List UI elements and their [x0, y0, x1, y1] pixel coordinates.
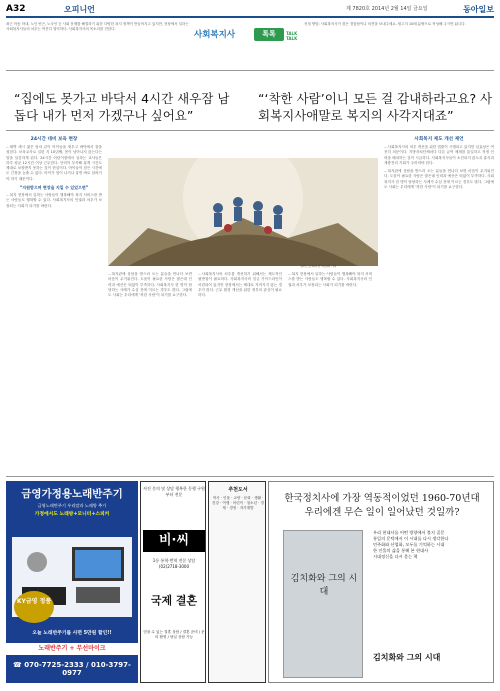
ad-logo: 비·씨 — [143, 530, 205, 552]
book-cover — [283, 530, 363, 678]
description-line: 민주화와 산업화, 모두를 기억하는 시대 — [373, 542, 445, 547]
body-text: …복지관에 상담을 받으러 오는 분들을 만나다 보면 마음이 무거워진다. 도움이 필요한 사람은 많은데 인력과 예산은 턱없이 부족하다. 사회복지사 한 명이 담당하는 사례가 수십 건에 이르는 경우도 많다. 그럼에도 사회는 우리에게 '착한 사람'이 되기를 요구한다. — [108, 272, 192, 298]
ad-subtitle: 우리에겐 무슨 일이 일어났던 것일까? — [304, 507, 460, 518]
lede-left: 최근 아동 학대, 노인 빈곤, 노숙인 등 사회 문제를 해결하기 위한 다양한 복지 정책이 만들어지고 있지만, 현장에서 일하는 사회복지사들의 처우는 여전히 열악하다. 사회복지사의 목소리를 전한다. — [6, 22, 189, 32]
column-2 — [108, 272, 192, 472]
book-description — [373, 530, 489, 560]
headline-left: “집에도 못가고 바닥서 4시간 새우잠 남 돕다 내가 먼저 가겠구나 싶어요” — [14, 91, 230, 123]
banner-talk: TALK TALK — [286, 31, 298, 41]
book-ad[interactable] — [268, 481, 494, 683]
page-number: A32 — [6, 4, 26, 14]
ad-text: 믿을 수 있는 결혼 상담 / 결혼 준비 / 문의 환영 / 당일 상담 가능 — [143, 630, 205, 639]
body-text: …복지 현장에서 일하는 사람들이 행복해야 복지 서비스를 받는 사람들도 행복할 수 있다. 사회복지사의 인권과 처우가 보장되는 사회가 되기를 바란다. — [6, 193, 102, 208]
ad-title: 추천도서 — [228, 487, 248, 493]
ad-phone[interactable]: ☎ 070-7725-2333 / 010-3797-0977 — [13, 661, 131, 677]
marriage-ad[interactable] — [140, 481, 206, 683]
description-line: 우리 현대사를 어떤 방향에서 볼지 질문 — [373, 530, 445, 535]
ad-title: 국제 결혼 — [150, 594, 198, 607]
body-text: …복지 현장에서 일하는 사람들이 행복해야 복지 서비스를 받는 사람들도 행복할 수 있다. 사회복지사의 인권과 처우가 보장되는 사회가 되기를 바란다. — [288, 272, 372, 287]
column-5 — [384, 136, 494, 471]
body-text: …사회복지사의 처우를 개선하기 위해서는 제도적인 뒷받침이 필요하다. 사회복지사의 임금 가이드라인이 마련되어 있지만 현장에서는 제대로 지켜지지 않는 경우가 많다. 근무 환경 개선을 위한 정부의 관심이 필요하다. — [198, 272, 282, 298]
ad-text: 사진 문의 및 상담 행복한 동행 구원부터 전문 — [143, 486, 205, 526]
karaoke-ad[interactable] — [6, 481, 138, 683]
series-banner — [194, 28, 300, 48]
column-4 — [288, 272, 372, 472]
book-title: 김치화와 그의 시대 — [373, 652, 441, 662]
column-1 — [6, 136, 102, 471]
body-text: …복지관에 상담을 받으러 오는 분들을 만나다 보면 마음이 무거워진다. 도움이 필요한 사람은 많은데 인력과 예산은 턱없이 부족하다. 사회복지사 한 명이 담당하는 사례가 수십 건에 이르는 경우도 많다. 그럼에도 사회는 우리에게 '착한 사람'이 되기를 요구한다. — [384, 169, 494, 190]
column-3 — [198, 272, 282, 472]
column-heading: 24시간 대비 보육 현장 — [30, 137, 78, 142]
column-heading: 사회복지 제도 개선 제언 — [414, 137, 464, 142]
divider — [6, 70, 494, 71]
banner-tag: 톡톡 — [254, 28, 284, 41]
newspaper-logo: 동아일보 — [463, 5, 494, 14]
ad-bar: 노래반주기 + 무선마이크 — [6, 643, 138, 655]
listing-ad[interactable] — [208, 481, 266, 683]
book-cover-title: 김치화와 그의 시대 — [290, 574, 358, 597]
section-title: 오피니언 — [64, 5, 95, 14]
banner-title: 사회복지사 — [194, 30, 236, 40]
description-line: 한 인물의 삶을 통해 본 현대사 — [373, 548, 429, 553]
masthead — [6, 4, 494, 18]
sub-heading: “지원받으며 현장을 지킬 수 있었으면” — [19, 185, 89, 191]
ad-subtitle: 금영노래반주기 우리말과 노래방 추가 — [37, 503, 107, 508]
divider — [6, 476, 494, 477]
photo-caption: 일러스트레이션 박초희 기자 — [300, 264, 337, 268]
headline-right: “‘착한 사람’이니 모든 걸 감내하라고요? 사회복지사애말로 복지의 사각지대죠” — [258, 91, 493, 123]
body-text: …사회복지사의 처우 개선을 위한 법률이 시행되고 있지만 실효성은 여전히 의문이다. 지방자치단체마다 다른 급여 체계를 통일하고 적정 인력을 배치하는 것이 시급하다. 사회복지사들이 소진되지 않도록 휴식과 재충전의 기회가 주어져야 한다. — [384, 145, 494, 165]
ad-list: 역사 · 인물 · 교양 · 문화 · 생활 · 건강 · 여행 · 어린이 · 청소년 · 경제 · 경영 · 자기계발 — [212, 496, 264, 510]
ad-promo: 오늘 노래반주기를 사면 5만원 할인!! — [32, 631, 112, 636]
description-line: 통일의 문턱에서 이 시대를 다시 생각한다 — [373, 536, 449, 541]
ad-badge: KY금영 정품 — [14, 591, 54, 623]
ad-subtitle: 가정에서도 노래방+모니터+스피커 — [34, 512, 110, 517]
lede-right: 신청 방법: 사회복지사가 겪은 경험담이나 의견을 보내주세요. 원고지 10매 분량으로 작성해 주시면 됩니다. — [304, 22, 466, 26]
body-text: …새벽 세시 젊은 엄마 같이 아이들을 재우고 바닥에서 잠을 청한다. 보육교사로 일한 지 10년째, 몸이 남아나지 않는다는 말을 실감하게 된다. 24시간 어린이집에서 일하는 교사들은 하루 평균 12시간 이상 근무한다. 인력이 부족해 휴게 시간도 제대로 보장받지 못하는 것이 현실이다. 아이들이 잠든 시간에도 긴장을 늦출 수 없다. 아이가 열이 나거나 울면 바로 달려가야 하기 때문이다. — [6, 145, 102, 181]
ad-text: 1등 통역·번역 전문 상담 (02)2718-3000 — [152, 558, 196, 569]
ad-title: 한국정치사에 가장 역동적이었던 1960-70년대 — [284, 493, 480, 504]
divider — [6, 130, 494, 131]
issue-info: 제 7820호 2014년 2월 14일 금요일 — [346, 6, 428, 12]
description-line: 시대정신을 다시 묻는 책 — [373, 554, 418, 559]
ad-title: 금영가정용노래반주기 — [21, 488, 123, 500]
illustration-art — [108, 158, 378, 266]
illustration — [108, 158, 378, 266]
